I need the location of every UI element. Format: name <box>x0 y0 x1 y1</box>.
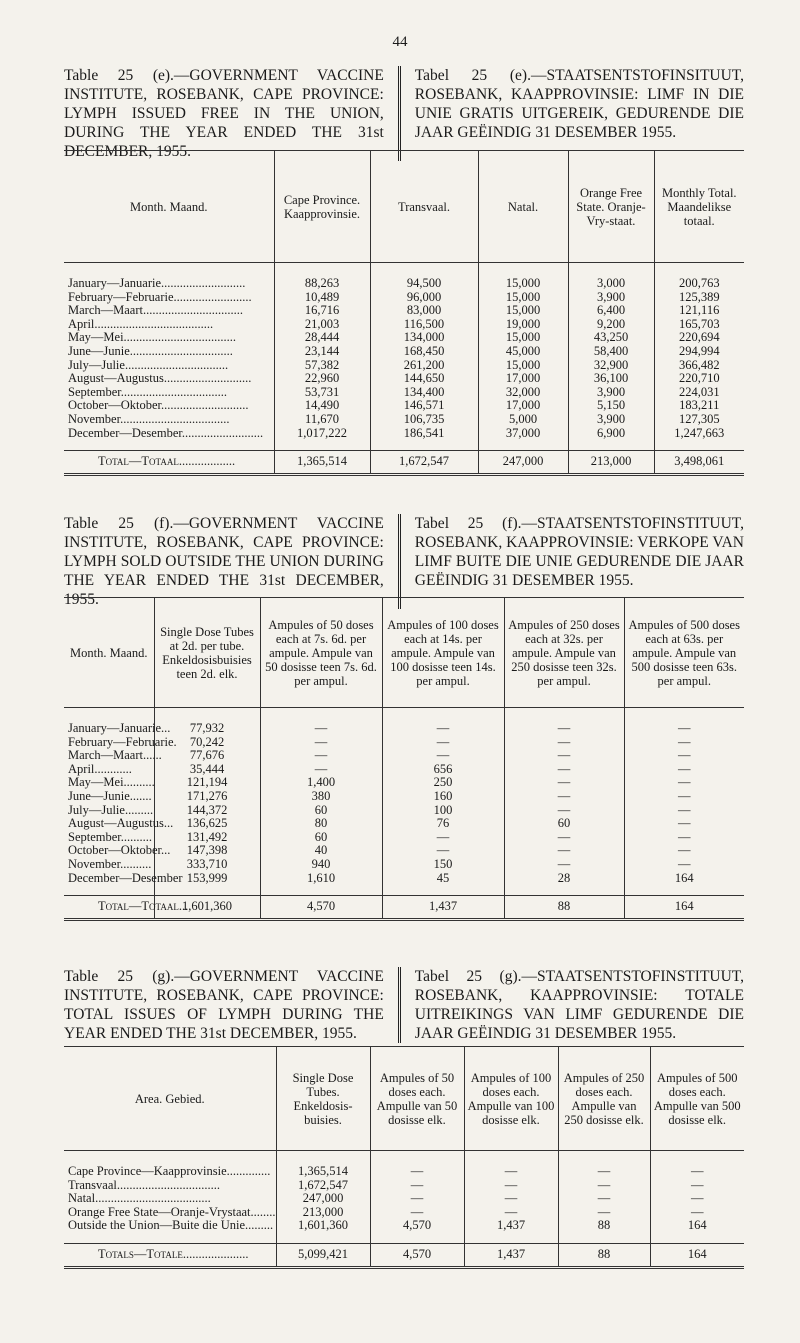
table-cell: 22,960 <box>274 372 370 386</box>
table-cell: 116,500 <box>370 318 478 332</box>
table-cell: 58,400 <box>568 345 654 359</box>
table-row <box>64 359 744 373</box>
row-label: March—Maart...... <box>68 748 162 763</box>
row-label: March—Maart................................ <box>68 303 243 318</box>
table-cell: 88 <box>558 1219 650 1243</box>
table-cell: — <box>650 1192 744 1206</box>
table-cell: 88,263 <box>274 263 370 291</box>
row-label: April............ <box>68 761 132 776</box>
table-row <box>64 1151 744 1179</box>
row-label: Cape Province—Kaapprovinsie.............. <box>68 1164 271 1178</box>
table-e-caption-english: Table 25 (e).—GOVERNMENT VACCINE INSTITUTE, ROSEBANK, CAPE PROVINCE: LYMPH ISSUED FREE IN THE UNION, DURING THE YEAR ENDED THE 31st DECEMBER, 1955. <box>64 66 401 161</box>
table-cell: — <box>504 790 624 804</box>
table-cell: — <box>370 1151 464 1179</box>
table-cell: 60 <box>260 804 382 818</box>
table-cell: 1,437 <box>464 1219 558 1243</box>
table-cell: 250 <box>382 776 504 790</box>
table-cell: 134,000 <box>370 331 478 345</box>
table-f-lymph-sold-outside <box>64 597 744 921</box>
table-cell: 35,444 <box>154 763 260 777</box>
row-label: June—Junie....... <box>68 788 152 803</box>
table-cell: 1,672,547 <box>276 1179 370 1193</box>
column-header: Area. Gebied. <box>134 1091 205 1106</box>
row-label: February—Februarie......................... <box>68 289 252 304</box>
total-cell: 247,000 <box>478 451 568 475</box>
table-cell: 70,242 <box>154 736 260 750</box>
total-cell: 1,601,360 <box>154 896 260 920</box>
table-cell: 76 <box>382 817 504 831</box>
table-cell: 333,710 <box>154 858 260 872</box>
column-header: Ampules of 500 doses each at 63s. per ampule. Ampule van 500 dosisse teen 63s. per ampul. <box>624 598 744 708</box>
table-cell: — <box>382 749 504 763</box>
table-row <box>64 386 744 400</box>
table-cell: 125,389 <box>654 291 744 305</box>
table-cell: — <box>624 708 744 736</box>
table-row <box>64 831 744 845</box>
row-label: September.......... <box>68 829 153 844</box>
table-g-total-issues <box>64 1046 744 1269</box>
table-cell: — <box>504 858 624 872</box>
table-cell: 366,482 <box>654 359 744 373</box>
table-cell: — <box>504 831 624 845</box>
table-cell: — <box>464 1192 558 1206</box>
table-cell: — <box>382 708 504 736</box>
total-cell: 1,672,547 <box>370 451 478 475</box>
table-cell: 3,000 <box>568 263 654 291</box>
total-label: Totals—Totale..................... <box>64 1243 276 1267</box>
column-header: Ampules of 100 doses each. Ampulle van 100 dosisse elk. <box>464 1047 558 1151</box>
table-cell: 1,601,360 <box>276 1219 370 1243</box>
table-cell: 150 <box>382 858 504 872</box>
table-cell: 57,382 <box>274 359 370 373</box>
table-cell: — <box>382 831 504 845</box>
table-cell: — <box>504 776 624 790</box>
table-cell: — <box>260 736 382 750</box>
total-cell: 4,570 <box>260 896 382 920</box>
total-row <box>64 896 744 920</box>
table-cell: — <box>370 1206 464 1220</box>
table-cell: — <box>504 736 624 750</box>
table-cell: 28 <box>504 872 624 896</box>
table-cell: 1,365,514 <box>276 1151 370 1179</box>
table-cell: — <box>464 1151 558 1179</box>
table-header-row <box>64 598 744 708</box>
page-number: 44 <box>392 34 408 50</box>
table-cell: 224,031 <box>654 386 744 400</box>
table-cell: 186,541 <box>370 427 478 451</box>
table-cell: — <box>370 1192 464 1206</box>
row-label: January—Januarie... <box>68 721 171 735</box>
table-cell: 37,000 <box>478 427 568 451</box>
table-cell: 1,610 <box>260 872 382 896</box>
table-row <box>64 291 744 305</box>
column-header: Ampules of 100 doses each at 14s. per ampule. Ampule van 100 dosisse teen 14s. per ampul. <box>382 598 504 708</box>
table-cell: 134,400 <box>370 386 478 400</box>
table-cell: 19,000 <box>478 318 568 332</box>
table-cell: 380 <box>260 790 382 804</box>
table-cell: 80 <box>260 817 382 831</box>
table-cell: — <box>504 804 624 818</box>
table-cell: 168,450 <box>370 345 478 359</box>
table-row <box>64 1219 744 1243</box>
table-f-caption-english: Table 25 (f).—GOVERNMENT VACCINE INSTITUTE, ROSEBANK, CAPE PROVINCE: LYMPH SOLD OUTSIDE THE UNION DURING THE YEAR ENDED THE 31st DECEMBER, 1955. <box>64 514 401 609</box>
table-cell: 15,000 <box>478 291 568 305</box>
table-cell: 6,900 <box>568 427 654 451</box>
table-row <box>64 763 744 777</box>
table-header-row <box>64 1047 744 1151</box>
table-cell: 100 <box>382 804 504 818</box>
column-header: Ampules of 250 doses each at 32s. per ampule. Ampule van 250 dosisse teen 32s. per ampul. <box>504 598 624 708</box>
table-row <box>64 776 744 790</box>
table-cell: 4,570 <box>370 1219 464 1243</box>
table-cell: 200,763 <box>654 263 744 291</box>
table-cell: 171,276 <box>154 790 260 804</box>
total-cell: 164 <box>624 896 744 920</box>
table-cell: — <box>504 763 624 777</box>
table-e-lymph-issued-free <box>64 150 744 476</box>
table-cell: 5,150 <box>568 399 654 413</box>
total-cell: 88 <box>558 1243 650 1267</box>
table-cell: 106,735 <box>370 413 478 427</box>
table-row <box>64 790 744 804</box>
table-cell: 940 <box>260 858 382 872</box>
table-f-caption <box>64 514 744 609</box>
table-cell: 294,994 <box>654 345 744 359</box>
column-header: Natal. <box>478 151 568 263</box>
row-label: November................................... <box>68 411 230 426</box>
total-cell: 1,437 <box>464 1243 558 1267</box>
column-header: Transvaal. <box>370 151 478 263</box>
table-row <box>64 427 744 451</box>
table-row <box>64 858 744 872</box>
table-cell: — <box>464 1179 558 1193</box>
table-cell: 10,489 <box>274 291 370 305</box>
table-cell: 53,731 <box>274 386 370 400</box>
table-cell: 28,444 <box>274 331 370 345</box>
table-cell: — <box>370 1179 464 1193</box>
table-g-caption <box>64 967 744 1043</box>
table-cell: — <box>260 708 382 736</box>
table-cell: 32,900 <box>568 359 654 373</box>
table-cell: — <box>650 1151 744 1179</box>
table-cell: — <box>624 858 744 872</box>
table-cell: 43,250 <box>568 331 654 345</box>
table-row <box>64 872 744 896</box>
table-cell: 11,670 <box>274 413 370 427</box>
total-row <box>64 1243 744 1267</box>
table-cell: — <box>624 831 744 845</box>
table-row <box>64 372 744 386</box>
table-cell: — <box>624 776 744 790</box>
table-cell: 220,710 <box>654 372 744 386</box>
row-label: August—Augustus... <box>68 816 174 831</box>
table-cell: 36,100 <box>568 372 654 386</box>
table-row <box>64 399 744 413</box>
table-cell: 77,676 <box>154 749 260 763</box>
table-cell: 261,200 <box>370 359 478 373</box>
table-cell: — <box>624 790 744 804</box>
table-cell: 146,571 <box>370 399 478 413</box>
total-label: Total—Totaal... <box>64 896 154 920</box>
table-cell: 60 <box>260 831 382 845</box>
table-row <box>64 817 744 831</box>
table-cell: — <box>260 763 382 777</box>
row-label: December—Desember.......................... <box>68 425 264 440</box>
table-e-caption <box>64 66 744 161</box>
table-cell: 183,211 <box>654 399 744 413</box>
table-cell: 15,000 <box>478 263 568 291</box>
row-label: July—Julie................................. <box>68 357 229 372</box>
table-row <box>64 1192 744 1206</box>
total-label: Total—Totaal.................. <box>64 451 274 475</box>
table-cell: 220,694 <box>654 331 744 345</box>
row-label: August—Augustus............................ <box>68 371 252 386</box>
table-cell: 17,000 <box>478 399 568 413</box>
table-cell: — <box>624 817 744 831</box>
column-header: Single Dose Tubes. Enkeldosis-buisies. <box>276 1047 370 1151</box>
column-header: Ampules of 500 doses each. Ampulle van 500 dosisse elk. <box>650 1047 744 1151</box>
table-cell: 656 <box>382 763 504 777</box>
table-cell: 164 <box>624 872 744 896</box>
table-row <box>64 1206 744 1220</box>
table-cell: 6,400 <box>568 304 654 318</box>
row-label: November.......... <box>68 856 152 871</box>
table-cell: — <box>464 1206 558 1220</box>
table-cell: — <box>624 736 744 750</box>
row-label: June—Junie................................. <box>68 343 233 358</box>
row-label: Natal..................................... <box>68 1191 211 1206</box>
row-label: Transvaal................................. <box>68 1177 220 1192</box>
table-cell: 247,000 <box>276 1192 370 1206</box>
table-cell: 32,000 <box>478 386 568 400</box>
table-cell: 1,400 <box>260 776 382 790</box>
table-cell: 94,500 <box>370 263 478 291</box>
table-cell: — <box>260 749 382 763</box>
column-header: Ampules of 50 doses each. Ampulle van 50 dosisse elk. <box>370 1047 464 1151</box>
table-cell: 131,492 <box>154 831 260 845</box>
table-cell: 23,144 <box>274 345 370 359</box>
table-cell: 96,000 <box>370 291 478 305</box>
row-label: Outside the Union—Buite die Unie......... <box>68 1218 274 1233</box>
row-label: December—Desember <box>68 870 183 885</box>
table-row <box>64 844 744 858</box>
table-cell: 3,900 <box>568 386 654 400</box>
table-cell: — <box>558 1151 650 1179</box>
table-cell: 15,000 <box>478 304 568 318</box>
row-label: October—Oktober... <box>68 843 171 858</box>
table-cell: — <box>558 1179 650 1193</box>
table-cell: 3,900 <box>568 413 654 427</box>
table-row <box>64 749 744 763</box>
table-cell: 21,003 <box>274 318 370 332</box>
table-cell: — <box>558 1192 650 1206</box>
table-row <box>64 413 744 427</box>
row-label: February—Februarie. <box>68 734 177 749</box>
table-row <box>64 345 744 359</box>
table-row <box>64 318 744 332</box>
table-cell: — <box>624 749 744 763</box>
column-header: Cape Province. Kaapprovinsie. <box>274 151 370 263</box>
total-cell: 1,365,514 <box>274 451 370 475</box>
table-cell: 121,194 <box>154 776 260 790</box>
table-cell: 15,000 <box>478 359 568 373</box>
table-cell: 147,398 <box>154 844 260 858</box>
column-header: Orange Free State. Oranje-Vry-staat. <box>568 151 654 263</box>
row-label: May—Mei.................................... <box>68 330 237 345</box>
table-cell: — <box>650 1179 744 1193</box>
table-cell: 160 <box>382 790 504 804</box>
table-row <box>64 736 744 750</box>
total-cell: 1,437 <box>382 896 504 920</box>
row-label: April...................................... <box>68 316 214 331</box>
table-cell: 164 <box>650 1219 744 1243</box>
table-cell: 127,305 <box>654 413 744 427</box>
table-cell: 5,000 <box>478 413 568 427</box>
table-cell: 1,017,222 <box>274 427 370 451</box>
table-f-caption-afrikaans: Tabel 25 (f).—STAATSENTSTOFINSTITUUT, ROSEBANK, KAAPPROVINSIE: VERKOPE VAN LIMF BUITE DIE UNIE GEDURENDE DIE JAAR GEËINDIG 31 DESEMBER 1955. <box>414 515 744 589</box>
table-cell: 16,716 <box>274 304 370 318</box>
table-cell: 9,200 <box>568 318 654 332</box>
table-header-row <box>64 151 744 263</box>
table-cell: 77,932 <box>154 708 260 736</box>
table-cell: 153,999 <box>154 872 260 896</box>
table-cell: — <box>382 844 504 858</box>
table-cell: 1,247,663 <box>654 427 744 451</box>
table-row <box>64 708 744 736</box>
total-cell: 164 <box>650 1243 744 1267</box>
column-header: Month. Maand. <box>70 645 148 660</box>
table-cell: 40 <box>260 844 382 858</box>
table-cell: 17,000 <box>478 372 568 386</box>
table-cell: 45 <box>382 872 504 896</box>
column-header: Ampules of 50 doses each at 7s. 6d. per ampule. Ampule van 50 dosisse teen 7s. 6d. per ampul. <box>260 598 382 708</box>
total-cell: 4,570 <box>370 1243 464 1267</box>
column-header: Ampules of 250 doses each. Ampulle van 250 dosisse elk. <box>558 1047 650 1151</box>
total-cell: 3,498,061 <box>654 451 744 475</box>
table-cell: — <box>504 708 624 736</box>
row-label: January—Januarie........................... <box>68 276 246 290</box>
table-cell: 15,000 <box>478 331 568 345</box>
table-cell: 121,116 <box>654 304 744 318</box>
table-cell: 144,372 <box>154 804 260 818</box>
total-cell: 213,000 <box>568 451 654 475</box>
table-row <box>64 263 744 291</box>
table-cell: — <box>382 736 504 750</box>
table-cell: 144,650 <box>370 372 478 386</box>
table-cell: 3,900 <box>568 291 654 305</box>
column-header: Monthly Total. Maandelikse totaal. <box>654 151 744 263</box>
table-g-caption-afrikaans: Tabel 25 (g).—STAATSENTSTOFINSTITUUT, ROSEBANK, KAAPPROVINSIE: TOTALE UITREIKINGS VAN LIMF GEDURENDE DIE JAAR GEËINDIG 31 DESEMBER 1955. <box>414 968 744 1042</box>
table-cell: 136,625 <box>154 817 260 831</box>
row-label: May—Mei.......... <box>68 775 155 790</box>
table-cell: 45,000 <box>478 345 568 359</box>
total-row <box>64 451 744 475</box>
table-cell: — <box>504 844 624 858</box>
table-cell: — <box>650 1206 744 1220</box>
total-cell: 88 <box>504 896 624 920</box>
total-cell: 5,099,421 <box>276 1243 370 1267</box>
table-cell: 60 <box>504 817 624 831</box>
table-cell: — <box>624 844 744 858</box>
table-cell: — <box>558 1206 650 1220</box>
table-row <box>64 1179 744 1193</box>
table-cell: 165,703 <box>654 318 744 332</box>
table-cell: — <box>624 804 744 818</box>
table-row <box>64 331 744 345</box>
table-cell: — <box>504 749 624 763</box>
column-header: Single Dose Tubes at 2d. per tube. Enkeldosisbuisies teen 2d. elk. <box>154 598 260 708</box>
table-g-caption-english: Table 25 (g).—GOVERNMENT VACCINE INSTITUTE, ROSEBANK, CAPE PROVINCE: TOTAL ISSUES OF LYMPH DURING THE YEAR ENDED THE 31st DECEMBER, 1955. <box>64 967 401 1043</box>
table-row <box>64 804 744 818</box>
table-cell: 213,000 <box>276 1206 370 1220</box>
row-label: October—Oktober............................ <box>68 398 249 413</box>
table-cell: 83,000 <box>370 304 478 318</box>
table-cell: — <box>624 763 744 777</box>
table-row <box>64 304 744 318</box>
table-e-caption-afrikaans: Tabel 25 (e).—STAATSENTSTOFINSITUUT, ROSEBANK, KAAPPROVINSIE: LIMF IN DIE UNIE GRATIS UITGEREIK, GEDURENDE DIE JAAR GEËINDIG 31 DESEMBER 1955. <box>414 67 744 141</box>
row-label: September.................................. <box>68 384 228 399</box>
table-cell: 14,490 <box>274 399 370 413</box>
row-label: Orange Free State—Oranje-Vrystaat........ <box>68 1204 276 1219</box>
row-label: July—Julie......... <box>68 802 154 817</box>
column-header: Month. Maand. <box>130 199 208 214</box>
